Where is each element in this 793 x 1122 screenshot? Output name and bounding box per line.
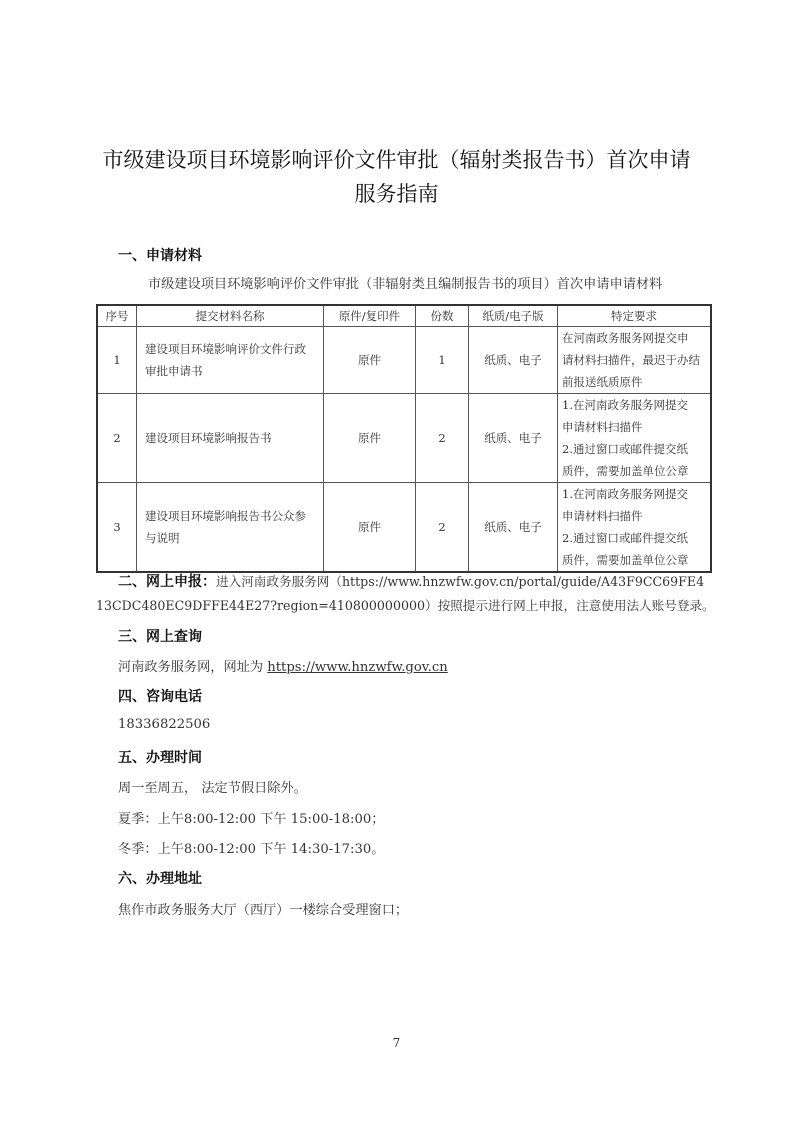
table-row (97, 327, 711, 394)
cell-name (137, 394, 324, 483)
cell-no: 3 (97, 483, 137, 573)
cell-req-line: 申请材料扫描件 (562, 420, 643, 434)
cell-no: 1 (97, 327, 137, 394)
cell-req (558, 394, 712, 483)
cell-name-line: 建设项目环境影响报告书 (145, 431, 272, 445)
section5-heading: 五、办理时间 (118, 750, 202, 766)
materials-table (96, 304, 712, 573)
cell-format: 纸质、电子 (469, 327, 558, 394)
cell-orig: 原件 (324, 394, 416, 483)
portal-link[interactable]: https://www.hnzwfw.gov.cn (267, 660, 448, 675)
cell-no: 2 (97, 394, 137, 483)
cell-orig: 原件 (324, 483, 416, 573)
cell-name-line: 审批申请书 (145, 364, 203, 378)
table-caption: 市级建设项目环境影响评价文件审批（非辐射类且编制报告书的项目）首次申请申请材料 (148, 277, 663, 292)
section3-text: 河南政务服务网，网址为 (118, 660, 268, 675)
cell-req (558, 483, 712, 573)
table-row (97, 483, 711, 573)
hours-winter: 冬季：上午8:00-12:00 下午 14:30-17:30。 (118, 842, 385, 857)
header-name: 提交材料名称 (137, 305, 324, 327)
cell-req-line: 请材料扫描件，最迟于办结 (562, 353, 700, 367)
cell-count: 2 (416, 394, 469, 483)
hours-line1: 周一至周五， 法定节假日除外。 (118, 781, 307, 796)
section1-heading: 一、申请材料 (118, 248, 202, 264)
section2-text-line1: 进入河南政务服务网（https://www.hnzwfw.gov.cn/portal/guide/A43F9CC69FE4 (216, 574, 705, 589)
section3-line (118, 656, 448, 675)
cell-name-line: 与说明 (145, 531, 180, 545)
cell-name-line: 建设项目环境影响评价文件行政 (145, 342, 306, 356)
section6-heading: 六、办理地址 (118, 871, 202, 887)
cell-format: 纸质、电子 (469, 394, 558, 483)
cell-format: 纸质、电子 (469, 483, 558, 573)
section4-heading: 四、咨询电话 (118, 689, 202, 705)
cell-req-line: 2.通过窗口或邮件提交纸 (562, 531, 688, 545)
header-format: 纸质/电子版 (469, 305, 558, 327)
section2-heading: 二、网上申报： (118, 574, 216, 590)
cell-req-line: 前报送纸质原件 (562, 375, 643, 389)
cell-req (558, 327, 712, 394)
cell-req-line: 1.在河南政务服务网提交 (562, 487, 688, 501)
section2-text-line2: 13CDC480EC9DFFE44E27?region=410800000000）按照提示进行网上申报，注意使用法人账号登录。 (96, 598, 715, 613)
document-title-line2: 服务指南 (354, 182, 439, 206)
phone-number: 18336822506 (118, 717, 211, 732)
cell-req-line: 1.在河南政务服务网提交 (562, 398, 688, 412)
cell-name (137, 483, 324, 573)
hours-summer: 夏季：上午8:00-12:00 下午 15:00-18:00； (118, 812, 385, 827)
section2-line1 (118, 571, 704, 591)
table-row (97, 394, 711, 483)
header-req: 特定要求 (558, 305, 712, 327)
cell-orig: 原件 (324, 327, 416, 394)
cell-count: 1 (416, 327, 469, 394)
cell-req-line: 在河南政务服务网提交申 (562, 331, 689, 345)
header-orig: 原件/复印件 (324, 305, 416, 327)
cell-req-line: 申请材料扫描件 (562, 509, 643, 523)
section3-heading: 三、网上查询 (118, 629, 202, 645)
header-count: 份数 (416, 305, 469, 327)
cell-req-line: 质件，需要加盖单位公章 (562, 464, 689, 478)
header-no: 序号 (97, 305, 137, 327)
cell-name (137, 327, 324, 394)
cell-count: 2 (416, 483, 469, 573)
cell-req-line: 2.通过窗口或邮件提交纸 (562, 442, 688, 456)
table-header-row (97, 305, 711, 327)
cell-req-line: 质件，需要加盖单位公章 (562, 553, 689, 567)
address-text: 焦作市政务服务大厅（西厅）一楼综合受理窗口； (118, 903, 409, 918)
document-title-line1: 市级建设项目环境影响评价文件审批（辐射类报告书）首次申请 (102, 148, 691, 172)
cell-name-line: 建设项目环境影响报告书公众参 (145, 509, 306, 523)
page-number: 7 (392, 1036, 401, 1050)
